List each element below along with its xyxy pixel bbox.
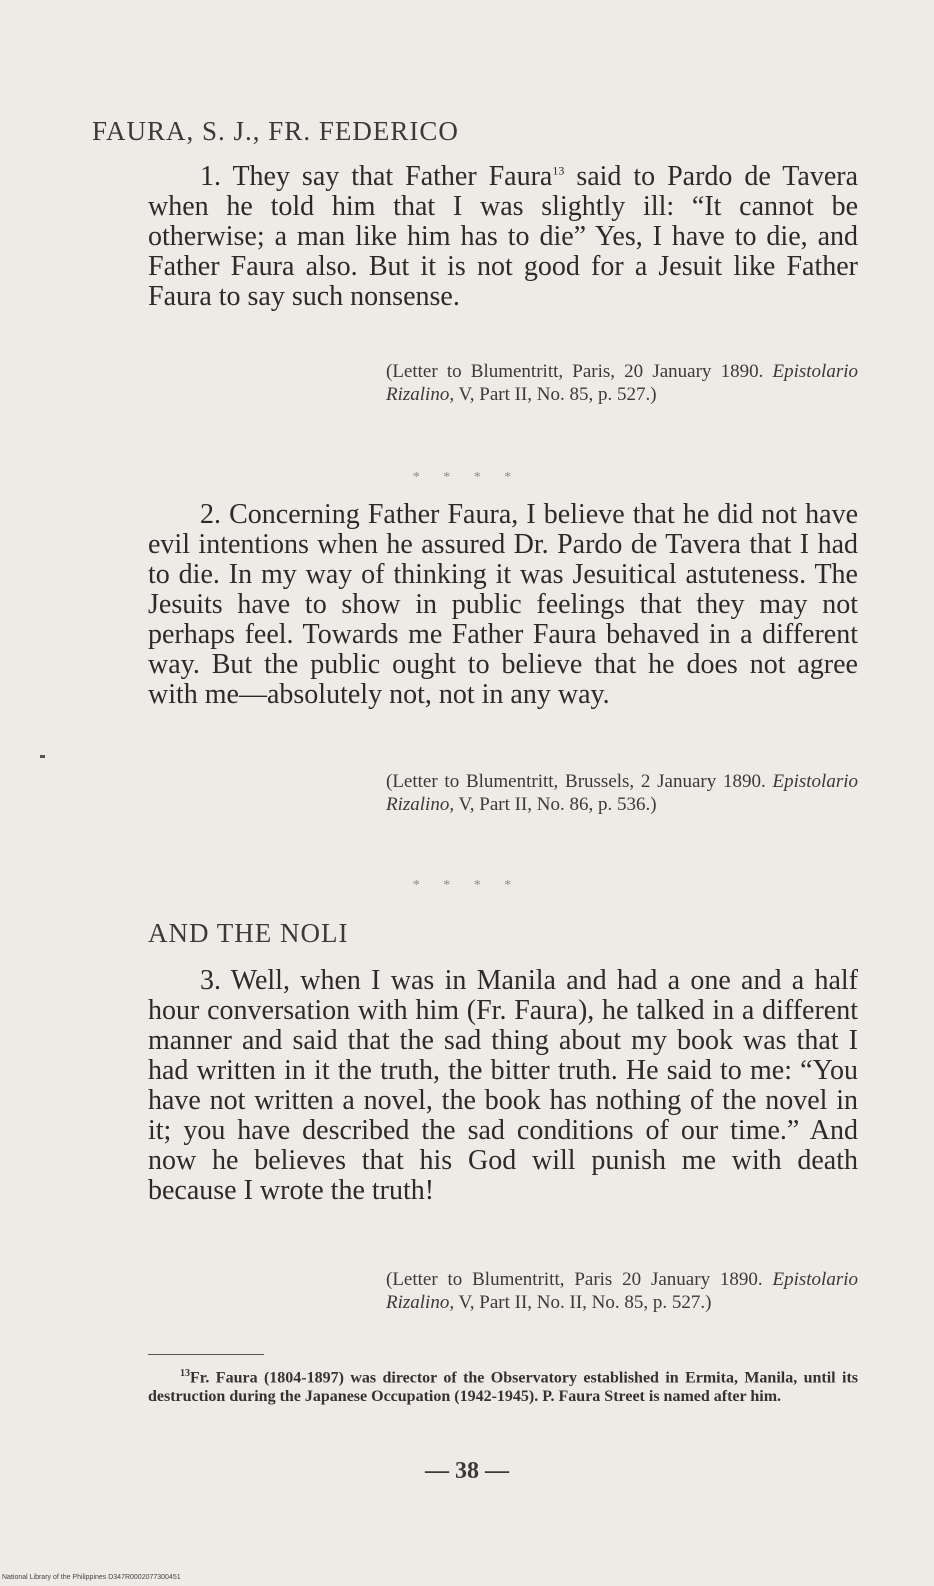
citation-3-title: Epistolario Rizalino, xyxy=(386,1269,858,1313)
footnote-number: 13 xyxy=(180,1368,190,1379)
paragraph-1-text-end: said to Pardo de Tavera when he told him that I was slightly ill: “It cannot be otherwise; a man like him has to die” Yes, I have to die, and Father Faura also. But it is not good for a Jesuit like Father Faura to say such nonsense. xyxy=(148,161,859,312)
citation-1-ref: V, Part II, No. 85, p. 527.) xyxy=(454,384,657,405)
footnote-reference: 13 xyxy=(552,163,565,178)
citation-3-text: (Letter to Blumentritt, Paris 20 January 1890. xyxy=(386,1269,773,1290)
margin-mark xyxy=(40,755,45,758)
citation-3-ref: V, Part II, No. II, No. 85, p. 527.) xyxy=(454,1292,712,1313)
section-separator-1: * * * * xyxy=(412,470,522,485)
footnote xyxy=(148,1364,858,1406)
paragraph-1 xyxy=(148,162,858,312)
citation-1-text: (Letter to Blumentritt, Paris, 20 January 1890. xyxy=(386,361,773,382)
page-number: — 38 — xyxy=(425,1458,509,1484)
citation-2 xyxy=(386,770,858,816)
paragraph-2: 2. Concerning Father Faura, I believe that he did not have evil intentions when he assured Dr. Pardo de Tavera that I had to die. In my way of thinking it was Jesuitical astuteness. The Jesuits have to show in public feelings that they may not perhaps feel. Towards me Father Faura behaved in a different way. But the public ought to believe that he does not agree with me—absolutely not, not in any way. xyxy=(148,499,858,710)
section-heading-noli: AND THE NOLI xyxy=(148,918,349,948)
section-heading-faura: FAURA, S. J., FR. FEDERICO xyxy=(92,116,459,146)
archive-label: National Library of the Philippines D347R0002077300451 xyxy=(2,1574,181,1581)
paragraph-1-text-start: 1. They say that Father Faura xyxy=(200,161,553,192)
citation-2-ref: V, Part II, No. 86, p. 536.) xyxy=(454,794,657,815)
footnote-text: Fr. Faura (1804-1897) was director of the Observatory established in Ermita, Manila, until its destruction during the Japanese Occupation (1942-1945). P. Faura Street is named after him. xyxy=(148,1369,858,1406)
footnote-divider xyxy=(148,1354,264,1355)
citation-1 xyxy=(386,360,858,406)
citation-2-title: Epistolario Rizalino, xyxy=(386,771,858,815)
section-separator-2: * * * * xyxy=(412,878,522,893)
citation-2-text: (Letter to Blumentritt, Brussels, 2 January 1890. xyxy=(386,771,773,792)
citation-1-title: Epistolario Rizalino, xyxy=(386,361,858,405)
paragraph-3: 3. Well, when I was in Manila and had a one and a half hour conversation with him (Fr. Faura), he talked in a different manner and said that the sad thing about my book was that I had written in it the truth, the bitter truth. He said to me: “You have not written a novel, the book has nothing of the novel in it; you have described the sad conditions of our time.” And now he believes that his God will punish me with death because I wrote the truth! xyxy=(148,965,858,1206)
citation-3 xyxy=(386,1268,858,1314)
